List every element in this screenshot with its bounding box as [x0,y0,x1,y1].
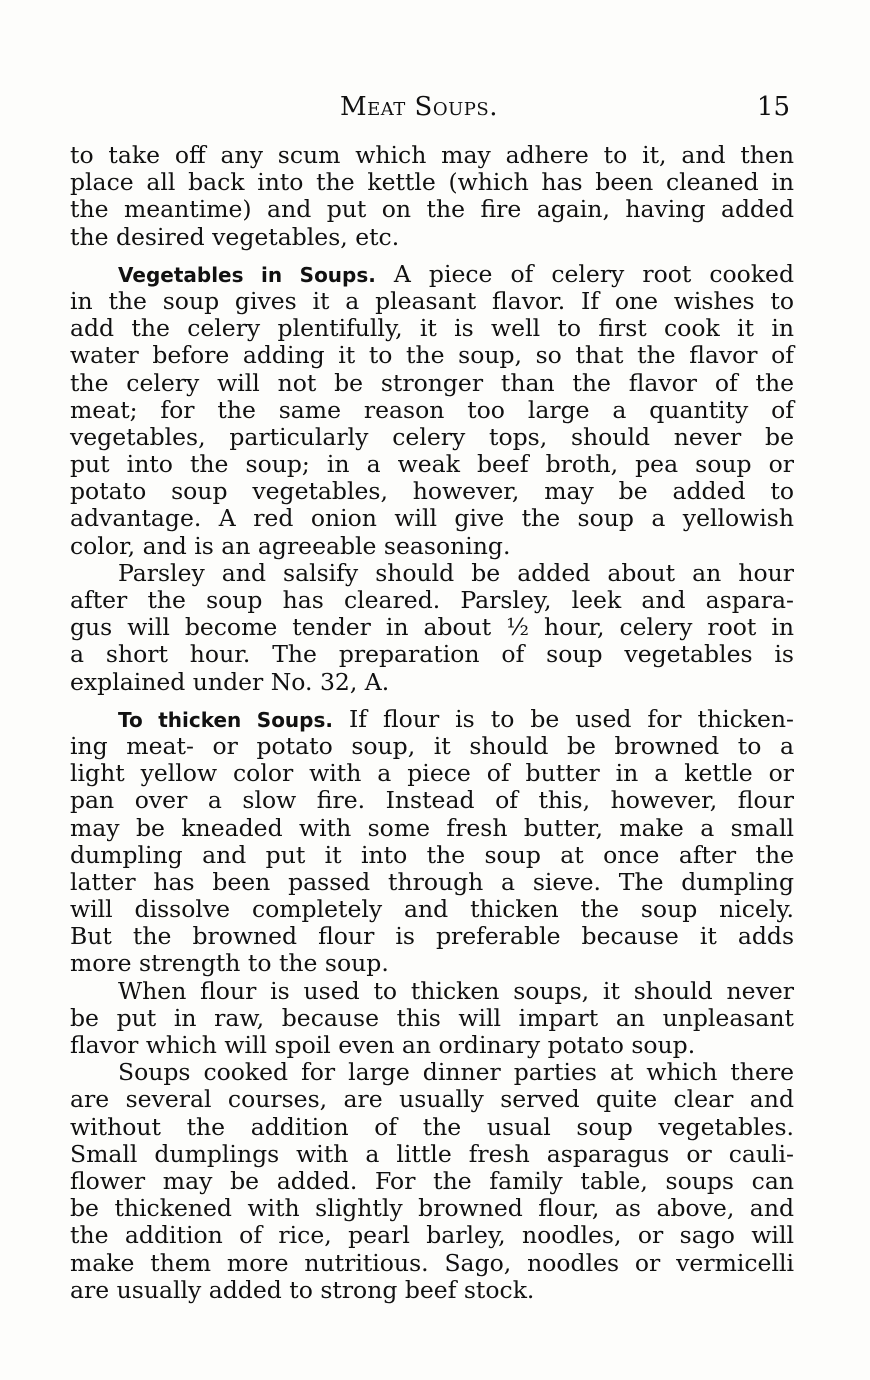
text-line: after the soup has cleared. Parsley, leek and aspara- [70,586,794,614]
text-fragment: A piece of celery root cooked [375,259,795,288]
paragraph [70,1059,794,1304]
page-header [70,92,794,132]
text-line: Soups cooked for large dinner parties at which there [118,1058,794,1087]
text-line: latter has been passed through a sieve. The dumpling [70,867,794,896]
text-line: advantage. A red onion will give the soup a yellowish [70,504,794,533]
text-line: pan over a slow fire. Instead of this, however, flour [70,786,794,815]
text-line: When flour is used to thicken soups, it should never [118,976,794,1005]
text-line: the celery will not be stronger than the flavor of the [70,368,794,397]
text-line: the addition of rice, pearl barley, noodles, or sago will [70,1221,794,1250]
text-line: ing meat- or potato soup, it should be browned to a [70,731,794,760]
body-text [70,142,794,1304]
text-line: to take off any scum which may adhere to it, and then [70,141,794,169]
section-heading-thicken: To thicken Soups. [118,707,333,732]
text-line: be put in raw, because this will impart an unpleasant [70,1003,794,1032]
paragraph-vegetables-in-soups [70,261,794,560]
text-line: Parsley and salsify should be added about an hour [118,558,794,587]
text-line: the desired vegetables, etc. [70,222,400,251]
paragraph-to-thicken-soups [70,706,794,978]
text-line: may be kneaded with some fresh butter, make a small [70,813,794,842]
text-fragment: If flour is to be used for thicken- [333,704,794,733]
text-line: vegetables, particularly celery tops, should never be [70,422,794,451]
text-line: water before adding it to the soup, so that the flavor of [70,341,794,370]
text-line [70,706,794,733]
text-line: more strength to the soup. [70,949,389,978]
paragraph [70,560,794,696]
text-line [70,261,794,288]
page-number: 15 [756,92,790,122]
text-line: are usually added to strong beef stock. [70,1275,535,1304]
running-head: Meat Soups. [340,92,498,122]
text-line: the meantime) and put on the fire again, having added [70,195,794,224]
text-line: are several courses, are usually served quite clear and [70,1085,794,1114]
text-line: color, and is an agreeable seasoning. [70,531,511,560]
text-line: in the soup gives it a pleasant flavor. If one wishes to [70,286,794,315]
text-line: meat; for the same reason too large a quantity of [70,395,794,424]
text-line: make them more nutritious. Sago, noodles or vermicelli [70,1248,794,1277]
text-line: Small dumplings with a little fresh asparagus or cauli- [70,1139,794,1168]
text-line: place all back into the kettle (which has been cleaned in [70,168,794,197]
text-line: dumpling and put it into the soup at once after the [70,840,794,869]
section-heading-vegetables: Vegetables in Soups. [118,262,376,287]
text-line: gus will become tender in about ½ hour, celery root in [70,613,794,642]
text-line: explained under No. 32, A. [70,667,390,696]
text-line: without the addition of the usual soup vegetables. [70,1112,794,1141]
text-line: will dissolve completely and thicken the soup nicely. [70,895,794,924]
text-line: flavor which will spoil even an ordinary potato soup. [70,1031,696,1059]
text-line: But the browned flour is preferable because it adds [70,922,794,951]
paragraph [70,978,794,1060]
paragraph [70,142,794,251]
text-line: add the celery plentifully, it is well to first cook it in [70,314,794,343]
text-line: light yellow color with a piece of butter in a kettle or [70,759,794,788]
text-line: potato soup vegetables, however, may be added to [70,477,794,506]
text-line: put into the soup; in a weak beef broth, pea soup or [70,450,794,479]
text-line: flower may be added. For the family table, soups can [70,1166,794,1195]
text-line: be thickened with slightly browned flour, as above, and [70,1194,794,1223]
text-line: a short hour. The preparation of soup vegetables is [70,640,794,669]
